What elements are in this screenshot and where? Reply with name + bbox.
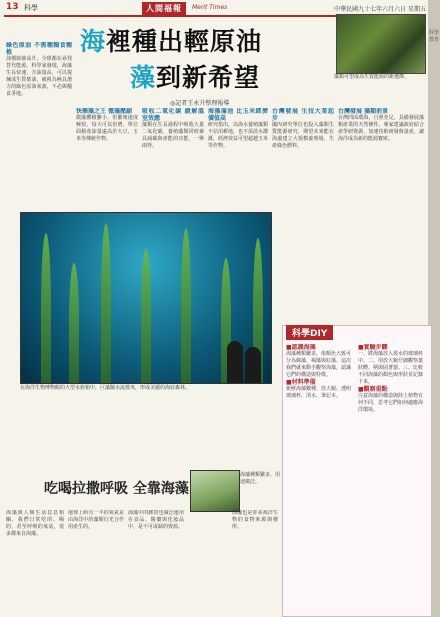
body-a: 油價節節高升，全球都在尋找替代能源。科學家發現，海藻生長快速、含油量高，可以提煉成生質柴油，被視為極具潛力的綠色原油來源，不必與糧食爭地。: [6, 56, 72, 97]
body-f: 台灣四面環海，日照充足，具備發展藻類產業的天然條件。專家建議政府結合產學研資源，加速技術研發與量產，讓海洋成為新的能源寶庫。: [338, 115, 424, 142]
kelp-strand: [181, 228, 191, 383]
byline: ◎記者王永升整理報導: [170, 100, 230, 107]
section-label: 科學: [24, 4, 38, 12]
article-column-c: [142, 108, 204, 204]
subhead-a: 綠色原油 不需種糧食種植: [6, 42, 72, 56]
kelp-strand: [101, 223, 111, 383]
diy-header: 科學DIY: [286, 325, 333, 340]
section2-column-b: 地球上約有一半的氧氣是由海洋中的藻類行光合作用產生的。: [68, 510, 124, 530]
masthead-english: Merit Times: [192, 4, 228, 11]
issue-date: 中華民國九十七年六月六日 星期五: [334, 6, 426, 13]
diy-subhead-intro: ■認識海藻: [286, 344, 316, 351]
diy-column-1: [286, 344, 354, 612]
diy-subhead-materials: ■材料準備: [286, 379, 316, 386]
article-column-d: [208, 108, 268, 204]
headline-text-1: 裡種出輕原油: [106, 27, 263, 56]
section2-column-a: 海藻與人類生活息息相關，我們日常吃的、喝的，甚至呼吸的氧氣，很多都來自海藻。: [6, 510, 64, 537]
headline-accent-2: 藻: [130, 63, 157, 92]
body-c: 藻類在生長過程中吸收大量二氧化碳，養殖藻類同時兼具減碳與產能的功能，一舉兩得。: [142, 122, 204, 149]
subhead-c: 吸收二氧化碳 緩解溫室效應: [142, 108, 204, 122]
subhead-d: 海藻滿池 比玉米經濟價值高: [208, 108, 268, 122]
diy-steps: 一、將海藻放入裝水的玻璃杯中。二、用放大鏡仔細觀察葉狀體、柄與固著器。三、比較不同海藻的顏色與形狀並記錄下來。: [358, 351, 424, 385]
body-e: 國內研究單位也投入藻類生質能源研究，期望未來能在海邊建立大規模養殖場，生產綠色燃料。: [272, 122, 334, 149]
section2-column-c: 海藻中的膠質也廣泛運用在食品、醫藥與化妝品中，是不可或缺的資源。: [128, 510, 184, 530]
article-column-b: [76, 108, 138, 204]
diy-subhead-observe: ■觀察重點: [358, 386, 388, 393]
aquarium-caption: 在海洋生物博物館的大型水族箱中，巨藻隨水流搖曳，形成美麗的海底森林。: [20, 385, 191, 391]
seaweed-photo-caption: 海藻種類繁多，用途廣泛。: [240, 472, 281, 485]
diy-subhead-steps: ■實驗步驟: [358, 344, 388, 351]
headline-accent-1: 海: [80, 27, 107, 56]
headline-line-1: [80, 22, 262, 58]
seaweed-photo: [190, 470, 240, 512]
section2-column-d: 海藻也是許多海洋生物的食物來源與棲所。: [232, 510, 278, 530]
diy-observe: 注意海藻的構造與陸上植物有何不同，思考它們如何適應海洋環境。: [358, 393, 424, 413]
page-number: 13: [6, 2, 19, 12]
aquarium-photo: [20, 212, 272, 384]
main-headline: [80, 22, 262, 94]
subhead-f: 台灣發展 藻類前景: [338, 108, 389, 115]
algae-photo: [336, 14, 426, 74]
diy-materials: 新鮮海藻數種、放大鏡、透明玻璃杯、清水、筆記本。: [286, 386, 352, 399]
article-column-f: [338, 108, 424, 318]
diy-column-2: [358, 344, 426, 612]
kelp-strand: [69, 263, 79, 383]
article-column-a: [6, 42, 72, 198]
body-b: 微藻體積雖小，但繁殖速度極快，每天可以倍增，單位面積產油量遠高於大豆、玉米等傳統作物。: [76, 115, 138, 142]
kelp-strand: [141, 248, 151, 383]
visitor-silhouette: [227, 341, 243, 383]
article-column-e: [272, 108, 334, 204]
headline-text-2: 到新希望: [156, 63, 261, 92]
subhead-b: 快樂藻之王 微藻壓縮: [76, 108, 133, 115]
section2-title: 吃喝拉撒呼吸 全靠海藻: [44, 481, 189, 497]
masthead-logo: 人間福報: [142, 2, 186, 15]
kelp-strand: [41, 233, 51, 383]
headline-line-2: [130, 58, 262, 94]
visitor-silhouette: [245, 347, 261, 383]
body-d: 研究指出，以海水養殖藻類不佔用耕地，也不需淡水灌溉，經濟效益可望超越玉米等作物。: [208, 122, 268, 149]
algae-photo-caption: 藻類可望成為生質能源的新選擇。: [334, 74, 410, 80]
subhead-e: 台灣發展 生技大業起步: [272, 108, 334, 122]
side-strip-text: 科學教育: [429, 30, 440, 43]
diy-intro: 海藻種類繁多，依顏色大致可分為綠藻、褐藻與紅藻。這次我們就來動手觀察海藻，認識它們的構造與特徵。: [286, 351, 352, 378]
